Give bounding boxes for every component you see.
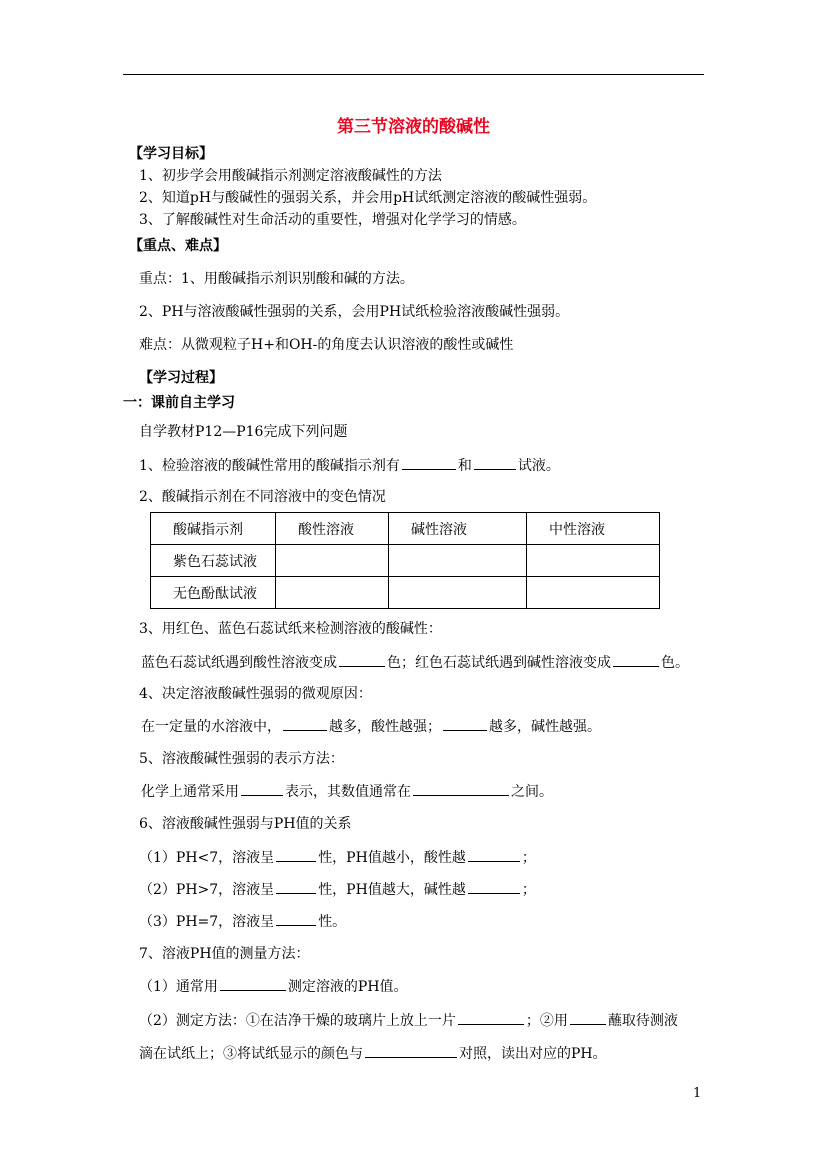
table-row [151, 545, 660, 577]
table-cell: 无色酚酞试液 [151, 577, 276, 609]
question-5: 5、溶液酸碱性强弱的表示方法： [139, 751, 344, 767]
question-5-line: 化学上通常采用 表示，其数值通常在 之间。 [141, 781, 553, 802]
blank-base-strength[interactable] [468, 879, 520, 894]
section-key-heading: 【重点、难点】 [129, 238, 227, 254]
header-rule [123, 74, 704, 75]
section-goals-heading: 【学习目标】 [129, 146, 213, 162]
page-number: 1 [693, 1086, 702, 1101]
blank-indicator-1[interactable] [402, 455, 456, 470]
blank-acid-ion[interactable] [283, 716, 327, 731]
table-cell-blank[interactable] [276, 545, 389, 577]
table-cell-blank[interactable] [527, 545, 660, 577]
table-header-cell: 酸性溶液 [276, 513, 389, 545]
blank-indicator-2[interactable] [474, 455, 516, 470]
page-title: 第三节溶液的酸碱性 [337, 117, 490, 137]
blank-neutral[interactable] [276, 911, 316, 926]
key-point-1: 重点：1、用酸碱指示剂识别酸和碱的方法。 [139, 271, 414, 287]
question-6-1: （1）PH<7，溶液呈 性，PH值越小，酸性越 ； [139, 847, 536, 868]
table-cell-blank[interactable] [276, 577, 389, 609]
part1-heading: 一：课前自主学习 [123, 395, 235, 411]
blank-basic[interactable] [276, 879, 316, 894]
table-header-cell: 中性溶液 [527, 513, 660, 545]
question-7-3: 滴在试纸上；③将试纸显示的颜色与 对照，读出对应的PH。 [139, 1043, 607, 1064]
table-cell-blank[interactable] [527, 577, 660, 609]
difficulty: 难点：从微观粒子H+和OH-的角度去认识溶液的酸性或碱性 [139, 337, 514, 353]
question-1: 1、检验溶液的酸碱性常用的酸碱指示剂有 和 试液。 [139, 455, 560, 476]
question-3: 3、用红色、蓝色石蕊试纸来检测溶液的酸碱性： [139, 621, 442, 637]
question-6-2: （2）PH>7，溶液呈 性，PH值越大，碱性越 ； [139, 879, 536, 900]
question-2: 2、酸碱指示剂在不同溶液中的变色情况 [139, 489, 386, 505]
goal-2: 2、知道pH与酸碱性的强弱关系，并会用pH试纸测定溶液的酸碱性强弱。 [139, 190, 597, 206]
question-7: 7、溶液PH值的测量方法： [139, 946, 310, 962]
blank-dip-tool[interactable] [570, 1010, 606, 1025]
question-7-2: （2）测定方法：①在洁净干燥的玻璃片上放上一片 ；②用 蘸取待测液 [139, 1010, 678, 1031]
table-header-row [151, 513, 660, 545]
goal-3: 3、了解酸碱性对生命活动的重要性，增强对化学学习的情感。 [139, 212, 526, 228]
blank-blue-litmus[interactable] [339, 652, 385, 667]
blank-color-card[interactable] [365, 1043, 457, 1058]
blank-ph-name[interactable] [241, 781, 283, 796]
intro-line: 自学教材P12—P16完成下列问题 [139, 424, 348, 440]
table-header-cell: 碱性溶液 [389, 513, 527, 545]
table-cell: 紫色石蕊试液 [151, 545, 276, 577]
table-cell-blank[interactable] [389, 577, 527, 609]
question-4-line: 在一定量的水溶液中， 越多，酸性越强； 越多，碱性越强。 [141, 716, 601, 737]
key-point-2: 2、PH与溶液酸碱性强弱的关系，会用PH试纸检验溶液酸碱性强弱。 [139, 304, 570, 320]
question-7-1: （1）通常用 测定溶液的PH值。 [139, 976, 408, 997]
blank-base-ion[interactable] [443, 716, 487, 731]
blank-acid-strength[interactable] [468, 847, 520, 862]
question-6-3: （3）PH=7，溶液呈 性。 [139, 911, 346, 932]
table-header-cell: 酸碱指示剂 [151, 513, 276, 545]
blank-test-paper[interactable] [458, 1010, 524, 1025]
question-3-line: 蓝色石蕊试纸遇到酸性溶液变成 色；红色石蕊试纸遇到碱性溶液变成 色。 [141, 652, 689, 673]
question-6: 6、溶液酸碱性强弱与PH值的关系 [139, 816, 352, 832]
blank-ph-tool[interactable] [220, 976, 286, 991]
question-4: 4、决定溶液酸碱性强弱的微观原因： [139, 686, 372, 702]
table-cell-blank[interactable] [389, 545, 527, 577]
table-row [151, 577, 660, 609]
blank-red-litmus[interactable] [613, 652, 659, 667]
blank-ph-range[interactable] [413, 781, 509, 796]
blank-acidic[interactable] [276, 847, 316, 862]
section-process-heading: 【学习过程】 [139, 370, 223, 386]
indicator-table [150, 512, 660, 609]
goal-1: 1、初步学会用酸碱指示剂测定溶液酸碱性的方法 [139, 168, 442, 184]
